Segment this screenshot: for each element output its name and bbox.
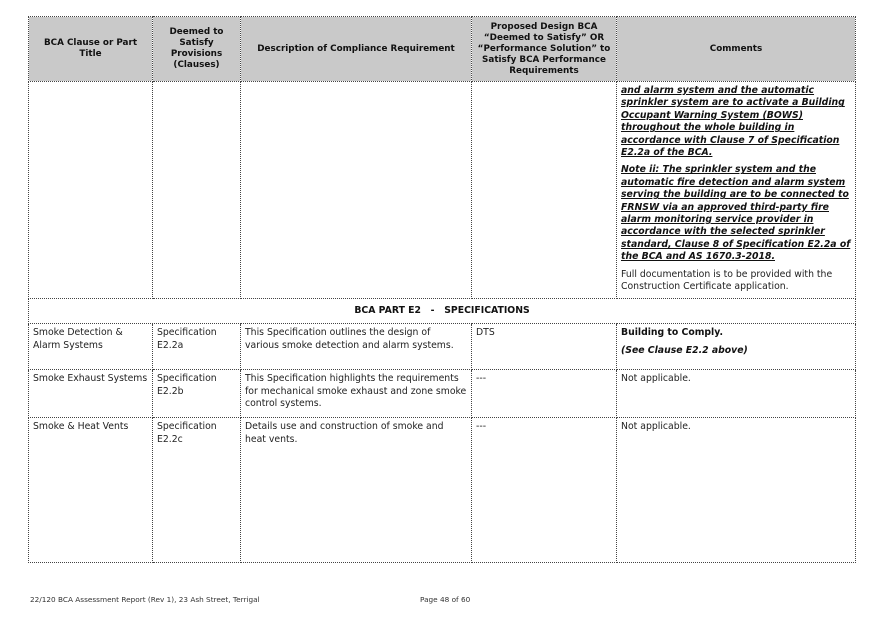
table-row <box>29 418 856 563</box>
comment-sub: (See Clause E2.2 above) <box>621 344 748 356</box>
footer-report-title: 22/120 BCA Assessment Report (Rev 1), 23 Ash Street, Terrigal <box>30 595 260 604</box>
comment-main: Building to Comply. <box>621 327 723 339</box>
cell-description: This Specification highlights the requirements for mechanical smoke exhaust and zone smoke control systems. <box>241 370 472 418</box>
section-heading-row <box>29 299 856 324</box>
cell-empty <box>29 82 153 299</box>
cell-empty <box>472 82 617 299</box>
cell-description: Details use and construction of smoke and heat vents. <box>241 418 472 563</box>
cell-proposed: --- <box>472 370 617 418</box>
cell-comment <box>617 324 856 370</box>
cell-comment-continued <box>617 82 856 299</box>
note-continued-text: and alarm system and the automatic sprinkler system are to activate a Building Occupant Warning System (BOWS) throughout the whole building in accordance with Clause 7 of Specification E2.2a of the BCA. <box>621 85 845 159</box>
compliance-table <box>28 16 856 563</box>
cell-comment: Not applicable. <box>617 418 856 563</box>
footer-page-number: Page 48 of 60 <box>420 595 471 604</box>
cell-clause: Specification E2.2b <box>153 370 241 418</box>
table-header-row <box>29 17 856 82</box>
cell-empty <box>153 82 241 299</box>
cell-proposed: --- <box>472 418 617 563</box>
cell-title: Smoke & Heat Vents <box>29 418 153 563</box>
cell-description: This Specification outlines the design of various smoke detection and alarm systems. <box>241 324 472 370</box>
header-bca-clause: BCA Clause or Part Title <box>29 17 153 82</box>
table-row <box>29 370 856 418</box>
header-dts-provisions: Deemed to Satisfy Provisions (Clauses) <box>153 17 241 82</box>
cell-empty <box>241 82 472 299</box>
table-row <box>29 324 856 370</box>
cell-title: Smoke Detection & Alarm Systems <box>29 324 153 370</box>
header-description: Description of Compliance Requirement <box>241 17 472 82</box>
header-proposed-design: Proposed Design BCA “Deemed to Satisfy” OR “Performance Solution” to Satisfy BCA Performance Requirements <box>472 17 617 82</box>
note-ii-text: Note ii: The sprinkler system and the automatic fire detection and alarm system serving the building are to be connected to FRNSW via an approved third-party fire alarm monitoring service provider in accordance with the selected sprinkler standard, Clause 8 of Specification E2.2a of the BCA and AS 1670.3-2018. <box>621 164 851 263</box>
section-heading: BCA PART E2 - SPECIFICATIONS <box>29 299 856 324</box>
cell-title: Smoke Exhaust Systems <box>29 370 153 418</box>
documentation-text: Full documentation is to be provided with the Construction Certificate application. <box>621 268 833 293</box>
cell-proposed: DTS <box>472 324 617 370</box>
table-row-continued <box>29 82 856 299</box>
cell-comment: Not applicable. <box>617 370 856 418</box>
cell-clause: Specification E2.2a <box>153 324 241 370</box>
cell-clause: Specification E2.2c <box>153 418 241 563</box>
header-comments: Comments <box>617 17 856 82</box>
